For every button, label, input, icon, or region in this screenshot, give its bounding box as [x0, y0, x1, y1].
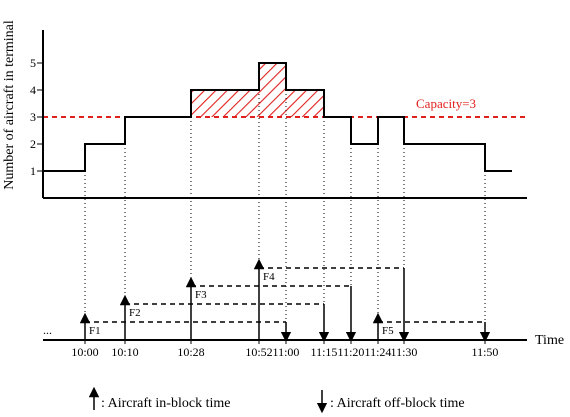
x-tick-label: 10:28	[177, 345, 205, 359]
x-tick-label: 10:52	[245, 345, 273, 359]
legend-in-block-label: : Aircraft in-block time	[101, 396, 231, 411]
x-tick-label: 11:30	[390, 345, 418, 359]
x-tick-label: 10:00	[71, 345, 99, 359]
x-tick-label: 11:00	[272, 345, 300, 359]
over-capacity-hatch	[259, 63, 286, 117]
capacity-label: Capacity=3	[416, 96, 477, 111]
over-capacity-hatch	[286, 90, 324, 117]
x-tick-label: 10:10	[111, 345, 139, 359]
y-tick-label: 2	[30, 137, 36, 151]
flight-label: F2	[129, 307, 141, 319]
legend	[94, 390, 465, 411]
time-axis-title: Time	[535, 333, 565, 348]
y-tick-label: 5	[30, 56, 36, 70]
flight-label: F3	[195, 289, 207, 301]
x-tick-label: 11:20	[337, 345, 365, 359]
flight-label: F5	[382, 325, 394, 337]
y-tick-label: 4	[30, 83, 36, 97]
y-tick-label: 1	[30, 164, 36, 178]
legend-off-block-label: : Aircraft off-block time	[330, 396, 465, 411]
y-axis-title: Number of aircraft in terminal	[2, 20, 17, 190]
flight-intervals	[85, 264, 485, 340]
y-ticks	[30, 56, 43, 178]
over-capacity-hatch	[191, 90, 259, 117]
x-tick-label: 11:24	[364, 345, 392, 359]
flight-label: F1	[89, 325, 101, 337]
y-tick-label: 3	[30, 110, 36, 124]
ellipsis-label: ...	[43, 323, 52, 337]
flight-label: F4	[263, 271, 275, 283]
x-tick-label: 11:15	[310, 345, 338, 359]
guide-lines	[85, 90, 485, 340]
x-tick-label: 11:50	[471, 345, 499, 359]
